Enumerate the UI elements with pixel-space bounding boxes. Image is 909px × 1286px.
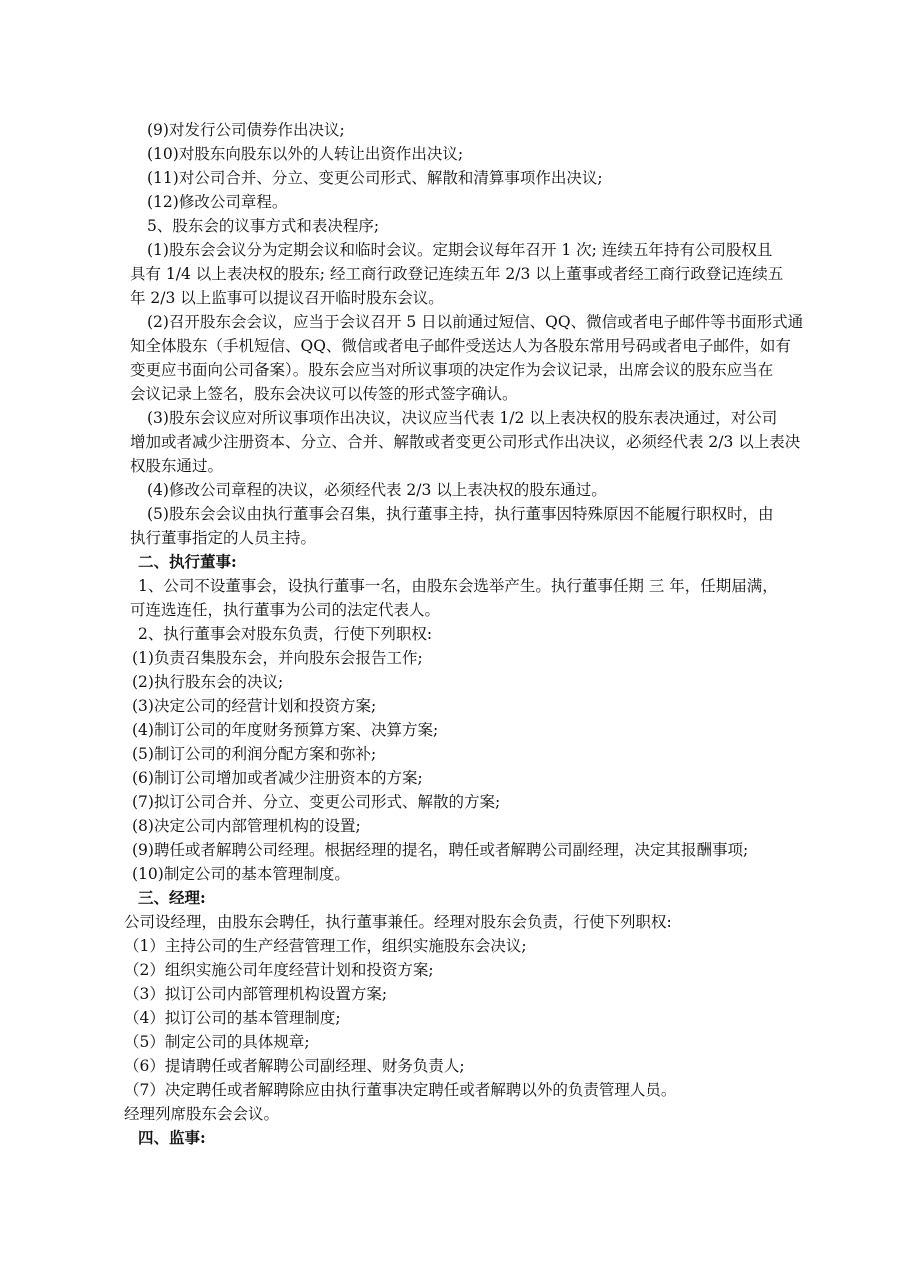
text-line: 可连选连任，执行董事为公司的法定代表人。: [130, 601, 441, 619]
text-line: （5）制定公司的具体规章;: [124, 1033, 310, 1051]
text-line: 变更应书面向公司备案）。股东会应当对所议事项的决定作为会议记录，出席会议的股东应当在: [130, 361, 774, 379]
text-line: (2)执行股东会的决议;: [132, 673, 284, 691]
text-line: (9)对发行公司债券作出决议;: [147, 121, 345, 139]
text-line: 具有 1/4 以上表决权的股东; 经工商行政登记连续五年 2/3 以上董事或者经工商行政登记连续五: [130, 265, 784, 283]
text-line: (6)制订公司增加或者减少注册资本的方案;: [132, 769, 423, 787]
text-line: （3）拟订公司内部管理机构设置方案;: [124, 985, 388, 1003]
text-line: (5)股东会会议由执行董事会召集，执行董事主持，执行董事因特殊原因不能履行职权时，由: [147, 505, 774, 523]
text-line: （1）主持公司的生产经营管理工作，组织实施股东会决议;: [124, 937, 527, 955]
text-line: (8)决定公司内部管理机构的设置;: [132, 817, 361, 835]
text-line: (3)决定公司的经营计划和投资方案;: [132, 697, 377, 715]
text-line: (5)制订公司的利润分配方案和弥补;: [132, 745, 377, 763]
text-line: (10)对股东向股东以外的人转让出资作出决议;: [147, 145, 464, 163]
text-line: (1)股东会会议分为定期会议和临时会议。定期会议每年召开 1 次; 连续五年持有公司股权且: [147, 241, 773, 259]
text-line: (10)制定公司的基本管理制度。: [132, 865, 350, 883]
section-heading: 四、监事:: [138, 1128, 206, 1147]
text-line: 权股东通过。: [130, 457, 224, 475]
text-line: （6）提请聘任或者解聘公司副经理、财务负责人;: [124, 1057, 465, 1075]
text-line: 知全体股东（手机短信、QQ、微信或者电子邮件受送达人为各股东常用号码或者电子邮件，如有: [130, 337, 791, 355]
text-line: (4)制订公司的年度财务预算方案、决算方案;: [132, 721, 439, 739]
document-body: [116, 118, 804, 1150]
text-line: (2)召开股东会会议，应当于会议召开 5 日以前通过短信、QQ、微信或者电子邮件等书面形式通: [147, 313, 804, 331]
text-line: 5、股东会的议事方式和表决程序;: [147, 217, 380, 235]
text-line: (11)对公司合并、分立、变更公司形式、解散和清算事项作出决议;: [147, 169, 603, 187]
text-line: （4）拟订公司的基本管理制度;: [124, 1009, 341, 1027]
text-line: 会议记录上签名，股东会决议可以传签的形式签字确认。: [130, 385, 518, 403]
text-line: (3)股东会议应对所议事项作出决议，决议应当代表 1/2 以上表决权的股东表决通过，对公司: [147, 409, 778, 427]
text-line: 1、公司不设董事会，设执行董事一名，由股东会选举产生。执行董事任期 三 年，任期届满，: [138, 577, 778, 595]
text-line: 公司设经理，由股东会聘任，执行董事兼任。经理对股东会负责，行使下列职权:: [124, 913, 672, 931]
text-line: 年 2/3 以上监事可以提议召开临时股东会议。: [130, 289, 444, 307]
text-line: (9)聘任或者解聘公司经理。根据经理的提名，聘任或者解聘公司副经理，决定其报酬事项;: [132, 841, 749, 859]
text-line: 2、执行董事会对股东负责，行使下列职权:: [138, 625, 433, 643]
text-line: (12)修改公司章程。: [147, 193, 288, 211]
text-line: (7)拟订公司合并、分立、变更公司形式、解散的方案;: [132, 793, 501, 811]
text-line: （2）组织实施公司年度经营计划和投资方案;: [124, 961, 434, 979]
text-line: 增加或者减少注册资本、分立、合并、解散或者变更公司形式作出决议，必须经代表 2/3 以上表决: [130, 433, 801, 451]
text-line: 执行董事指定的人员主持。: [130, 529, 317, 547]
text-line: (4)修改公司章程的决议，必须经代表 2/3 以上表决权的股东通过。: [147, 481, 607, 499]
text-line: 经理列席股东会会议。: [124, 1105, 280, 1123]
text-line: （7）决定聘任或者解聘除应由执行董事决定聘任或者解聘以外的负责管理人员。: [124, 1081, 677, 1099]
text-line: (1)负责召集股东会，并向股东会报告工作;: [132, 649, 423, 667]
section-heading: 二、执行董事:: [138, 552, 237, 571]
section-heading: 三、经理:: [138, 888, 206, 907]
